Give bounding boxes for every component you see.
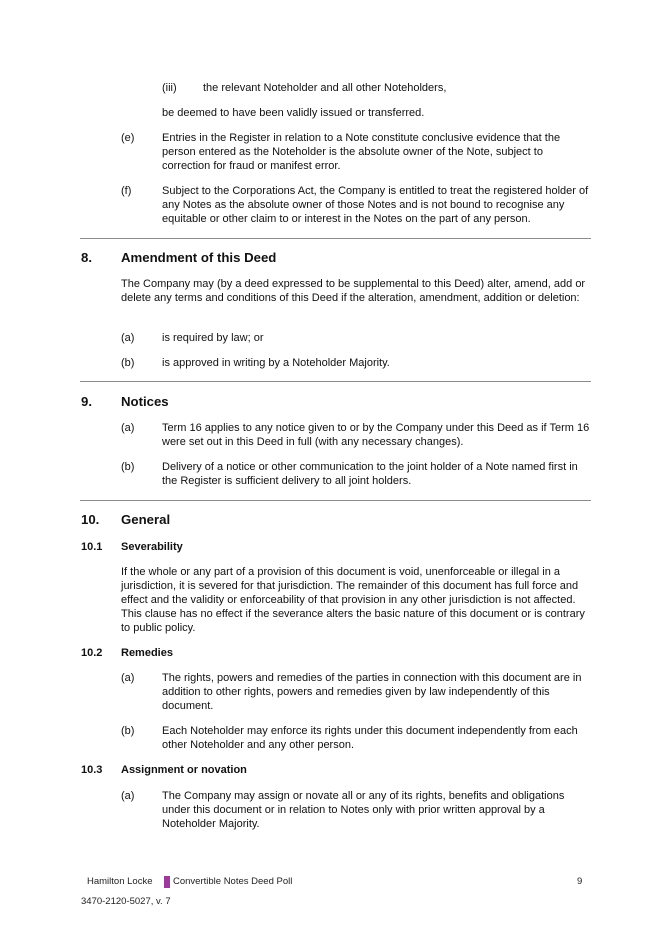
item-text: Each Noteholder may enforce its rights under this document independently from each other Noteholder and any other person.	[162, 725, 578, 751]
footer-firm-name: Hamilton Locke	[87, 876, 153, 887]
item-label: (b)	[121, 357, 135, 369]
item-label: (b)	[121, 461, 135, 473]
subsection-title: Severability	[121, 541, 183, 553]
subsection-number: 10.2	[81, 647, 103, 659]
item-label: (a)	[121, 672, 135, 684]
item-text: is required by law; or	[162, 332, 264, 344]
brand-mark-icon	[164, 876, 170, 888]
section-number: 8.	[81, 250, 92, 265]
subsection-number: 10.3	[81, 764, 103, 776]
subsection-title: Remedies	[121, 647, 173, 659]
section-number: 9.	[81, 394, 92, 409]
item-text-iii: the relevant Noteholder and all other Noteholders,	[203, 82, 447, 94]
item-label: (a)	[121, 332, 135, 344]
item-text: The rights, powers and remedies of the parties in connection with this document are in addition to other rights, powers and remedies given by law independently of this document.	[162, 672, 582, 712]
section-title: Notices	[121, 394, 169, 409]
section-intro: The Company may (by a deed expressed to be supplemental to this Deed) alter, amend, add or delete any terms and conditions of this Deed if the alteration, amendment, addition or deletion:	[121, 278, 586, 304]
continuation-tail-text: be deemed to have been validly issued or transferred.	[162, 107, 425, 119]
footer-document-title: Convertible Notes Deed Poll	[173, 876, 293, 887]
item-text: is approved in writing by a Noteholder Majority.	[162, 357, 390, 369]
item-label: (a)	[121, 422, 135, 434]
item-text-f: Subject to the Corporations Act, the Company is entitled to treat the registered holder of any Notes as the absolute owner of those Notes and is not bound to recognise any equitable or other claim to or interest in the Notes on the part of any person.	[162, 185, 589, 225]
item-text: Delivery of a notice or other communication to the joint holder of a Note named first in the Register is sufficient delivery to all joint holders.	[162, 461, 578, 487]
item-text-e: Entries in the Register in relation to a Note constitute conclusive evidence that the person entered as the Noteholder is the absolute owner of the Note, subject to correction for fraud or manifest error.	[162, 132, 561, 172]
subsection-number: 10.1	[81, 541, 103, 553]
item-label-f: (f)	[121, 185, 132, 197]
section-divider	[80, 381, 591, 382]
section-divider	[80, 500, 591, 501]
section-number: 10.	[81, 512, 100, 527]
section-title: Amendment of this Deed	[121, 250, 277, 265]
section-divider	[80, 238, 591, 239]
item-label-iii: (iii)	[162, 82, 177, 94]
subsection-text: If the whole or any part of a provision of this document is void, unenforceable or illegal in a jurisdiction, it is severed for that jurisdiction. The remainder of this document has full force and effect and the validity or enforceability of that provision in any other jurisdiction is not affected. This clause has no effect if the severance alters the basic nature of this document or is contrary to public policy.	[121, 566, 585, 634]
item-label-e: (e)	[121, 132, 135, 144]
item-label: (b)	[121, 725, 135, 737]
item-text: The Company may assign or novate all or any of its rights, benefits and obligations under this document or in relation to Notes only with prior written approval by a Noteholder Majority.	[162, 790, 565, 830]
item-text: Term 16 applies to any notice given to or by the Company under this Deed as if Term 16 were set out in this Deed in full (with any necessary changes).	[162, 422, 590, 448]
item-label: (a)	[121, 790, 135, 802]
footer-page-number: 9	[577, 876, 583, 887]
subsection-title: Assignment or novation	[121, 764, 247, 776]
footer-document-reference: 3470-2120-5027, v. 7	[81, 896, 171, 907]
section-title: General	[121, 512, 171, 527]
